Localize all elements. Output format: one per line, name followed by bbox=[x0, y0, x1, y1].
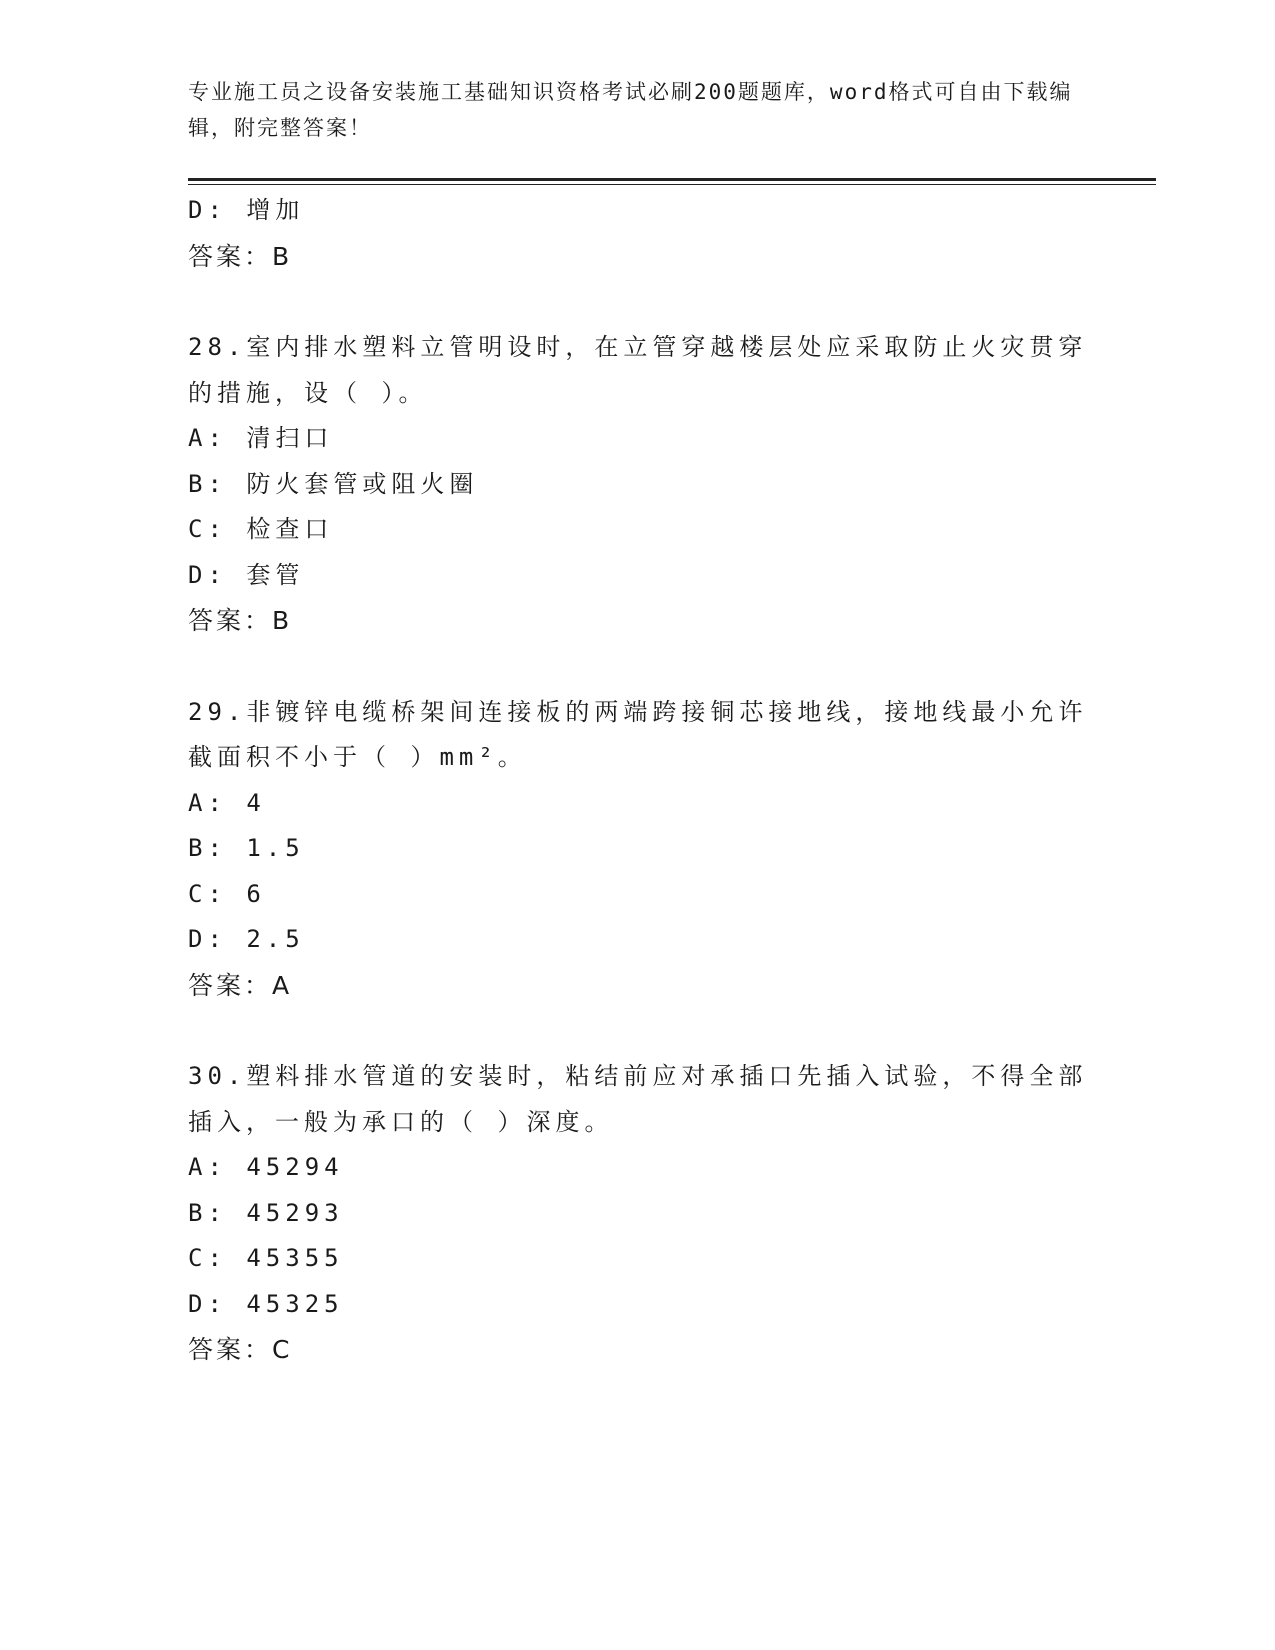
option-b: B: 防火套管或阻火圈 bbox=[188, 469, 479, 498]
option-a: A: 4 bbox=[188, 788, 266, 817]
option-d: D: 45325 bbox=[188, 1289, 344, 1318]
option-a: A: 清扫口 bbox=[188, 424, 334, 452]
question-text: 30.塑料排水管道的安装时，粘结前应对承插口先插入试验，不得全部插入，一般为承口的（ ）深度。 bbox=[188, 1062, 1088, 1136]
spacer bbox=[188, 1008, 1088, 1054]
question-text: 29.非镀锌电缆桥架间连接板的两端跨接铜芯接地线，接地线最小允许截面积不小于（ ）mm²。 bbox=[188, 697, 1088, 771]
option-b: B: 45293 bbox=[188, 1198, 344, 1227]
spacer bbox=[188, 279, 1088, 325]
question-28 bbox=[188, 325, 1088, 644]
header-rule-thin bbox=[188, 184, 1156, 185]
answer: 答案：A bbox=[188, 970, 293, 1000]
option-c: C: 45355 bbox=[188, 1244, 344, 1272]
spacer bbox=[188, 644, 1088, 690]
option-d: D: 套管 bbox=[188, 560, 305, 589]
question-29 bbox=[188, 690, 1088, 1009]
previous-option-d: D: 增加 bbox=[188, 196, 305, 224]
answer: 答案：B bbox=[188, 606, 293, 635]
question-30 bbox=[188, 1054, 1088, 1373]
option-d: D: 2.5 bbox=[188, 925, 305, 953]
answer: 答案：C bbox=[188, 1335, 293, 1364]
page-header: 专业施工员之设备安装施工基础知识资格考试必刷200题题库，word格式可自由下载编辑，附完整答案！ bbox=[188, 80, 1073, 140]
option-c: C: 检查口 bbox=[188, 515, 334, 543]
question-list bbox=[188, 188, 1088, 1373]
previous-answer: 答案：B bbox=[188, 241, 293, 271]
option-b: B: 1.5 bbox=[188, 834, 305, 862]
option-a: A: 45294 bbox=[188, 1153, 344, 1181]
option-c: C: 6 bbox=[188, 879, 266, 908]
question-text: 28.室内排水塑料立管明设时，在立管穿越楼层处应采取防止火灾贯穿的措施，设（ ）。 bbox=[188, 333, 1088, 407]
header-rule-thick bbox=[188, 178, 1156, 181]
